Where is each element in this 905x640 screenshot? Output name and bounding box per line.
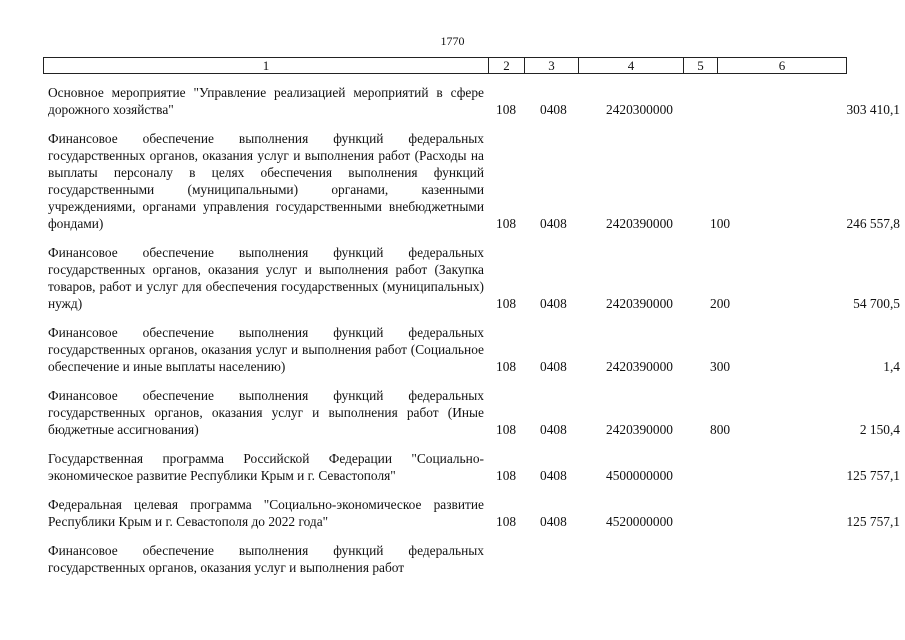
row-col-5: 200: [710, 296, 731, 311]
row-description: Федеральная целевая программа "Социально-экономическое развитие Республики Крым и г. Севастополя до 2022 года": [48, 497, 484, 529]
row-col-3: 0408: [540, 468, 567, 483]
column-header-3: 3: [525, 58, 579, 74]
row-col-5: 100: [710, 216, 731, 231]
table-row: [0, 130, 905, 232]
row-col-2: 108: [496, 102, 517, 117]
row-col-5: 800: [710, 422, 731, 437]
row-col-6: 246 557,8: [846, 216, 900, 231]
column-header-1: 1: [44, 58, 489, 74]
table-row: [0, 324, 905, 375]
row-col-3: 0408: [540, 422, 567, 437]
column-header-table: [43, 57, 847, 74]
row-col-2: 108: [496, 359, 517, 374]
row-col-6: 125 757,1: [846, 514, 900, 529]
row-description: Финансовое обеспечение выполнения функций федеральных государственных органов, оказания услуг и выполнения работ (Иные бюджетные ассигнования): [48, 388, 484, 437]
row-col-2: 108: [496, 468, 517, 483]
row-col-4: 2420390000: [606, 359, 673, 374]
row-col-2: 108: [496, 422, 517, 437]
table-row: [0, 496, 905, 530]
row-col-6: 125 757,1: [846, 468, 900, 483]
row-col-6: 303 410,1: [846, 102, 900, 117]
row-col-6: 2 150,4: [859, 422, 900, 437]
column-header-4: 4: [579, 58, 684, 74]
row-col-4: 2420390000: [606, 216, 673, 231]
row-description: Основное мероприятие "Управление реализацией мероприятий в сфере дорожного хозяйства": [48, 85, 484, 117]
table-row: [0, 84, 905, 118]
budget-rows: [0, 84, 905, 588]
table-row: [0, 450, 905, 484]
row-col-2: 108: [496, 514, 517, 529]
column-header-6: 6: [718, 58, 847, 74]
table-row: [0, 244, 905, 312]
column-header-5: 5: [684, 58, 718, 74]
column-header-2: 2: [489, 58, 525, 74]
row-col-3: 0408: [540, 359, 567, 374]
row-description: Финансовое обеспечение выполнения функций федеральных государственных органов, оказания услуг и выполнения работ (Закупка товаров, работ и услуг для обеспечения государственных (муниципальных) нужд): [48, 245, 484, 311]
row-col-5: 300: [710, 359, 731, 374]
table-row: [0, 387, 905, 438]
row-description: Финансовое обеспечение выполнения функций федеральных государственных органов, оказания услуг и выполнения работ (Социальное обеспечение и иные выплаты населению): [48, 325, 484, 374]
row-col-4: 2420390000: [606, 296, 673, 311]
row-col-6: 1,4: [883, 359, 900, 374]
table-row: [0, 542, 905, 576]
row-col-4: 2420390000: [606, 422, 673, 437]
row-col-4: 4500000000: [606, 468, 673, 483]
row-col-4: 4520000000: [606, 514, 673, 529]
column-header-row: [44, 58, 847, 74]
row-col-2: 108: [496, 216, 517, 231]
row-description: Финансовое обеспечение выполнения функций федеральных государственных органов, оказания услуг и выполнения работ: [48, 543, 484, 575]
row-col-3: 0408: [540, 216, 567, 231]
row-description: Государственная программа Российской Федерации "Социально-экономическое развитие Республики Крым и г. Севастополя": [48, 451, 484, 483]
page-number: 1770: [440, 34, 465, 48]
row-col-3: 0408: [540, 102, 567, 117]
row-description: Финансовое обеспечение выполнения функций федеральных государственных органов, оказания услуг и выполнения работ (Расходы на выплаты персоналу в целях обеспечения выполнения функций государственными (муниципальными) органами, казенными учреждениями, органами управления государственными внебюджетными фондами): [48, 131, 484, 231]
row-col-3: 0408: [540, 514, 567, 529]
row-col-3: 0408: [540, 296, 567, 311]
row-col-2: 108: [496, 296, 517, 311]
row-col-6: 54 700,5: [853, 296, 900, 311]
row-col-4: 2420300000: [606, 102, 673, 117]
